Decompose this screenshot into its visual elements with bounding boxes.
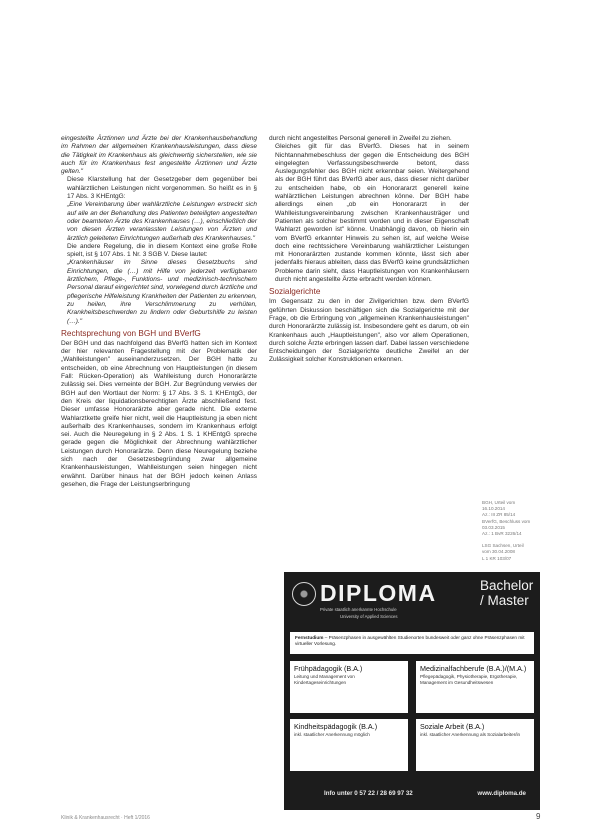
ad-header [284,572,540,630]
course-desc: Leitung und Management von Kindertageseinrichtungen [294,674,355,685]
course-desc: inkl. staatlicher Anerkennung als Sozialarbeiter/in [420,732,521,737]
margin-note-line: BGH, Urteil vom [482,500,516,505]
ad-course-box[interactable] [416,719,534,771]
ad-degree: Bachelor / Master [480,578,534,608]
journal-footer: Klinik & Krankenhausrecht · Heft 1/2016 [61,815,150,821]
margin-note-line: 16.10.2014 [482,506,505,512]
course-title: Medizinalfachberufe (B.A.)/(M.A.) [420,664,527,673]
ad-phone: Info unter 0 57 22 / 28 69 97 32 [324,790,413,797]
ad-course-box[interactable] [416,661,534,713]
advertisement[interactable] [284,572,540,810]
ad-tagline: University of Applied Sciences [340,614,398,619]
right-column [269,135,469,365]
margin-note-line: Az.: 1 BvR 3226/14 [482,531,522,537]
section-heading: Sozialgerichte [269,287,321,297]
paragraph: Im Gegensatz zu den in der Zivilgerichten bzw. dem BVerfG geführten Diskussion beschäftigen sich die Sozialgerichte mit der Frage, ob die Erbringung von „allgemeinen Krankenhausleistungen" durch Honorarärzte zulässig ist. Insbesondere geht es darum, ob ein Krankenhaus auch „Hauptleistungen", also vor allem Operationen, durch solche Ärzte erbringen lassen darf. Dabei lassen verschiedene Entscheidungen der Sozialgerichte deutliche Zweifel an der Zulässigkeit solcher Konstruktionen erkennen. [269,298,469,364]
margin-note-line: BVerfG, Beschluss vom [482,518,531,524]
section-heading: Rechtsprechung von BGH und BVerfG [61,328,201,338]
quote: „Krankenhäuser im Sinne dieses Gesetzbuchs sind Einrichtungen, die (…) mit Hilfe von jederzeit verfügbarem ärztlichem, Pflege-, Funktions- und medizinisch-technischem Personal darauf eingerichtet sind, vorwiegend durch ärztliche und pflegerische Hilfeleistung Krankheiten der Patienten zu erkennen, zu heilen, ihre Verschlimmerung zu verhüten, Krankheitsbeschwerden zu lindern oder Geburtshilfe zu leisten (…)." [67,259,257,325]
diploma-logo-icon [292,582,316,606]
quote: „Eine Vereinbarung über wahlärztliche Leistungen erstreckt sich auf alle an der Behandlung des Patienten beteiligten angestellten oder beamteten Ärzte des Krankenhauses (…), einschließlich der von diesen Ärzten veranlassten Leistungen von Ärzten und ärztlich geleiteten Einrichtungen außerhalb des Krankenhauses." [67,201,257,242]
margin-note [482,500,562,562]
ad-course-box[interactable] [290,661,408,713]
page-number: 9 [536,812,541,821]
margin-note-line: L 1 KR 103/07 [482,555,512,561]
margin-note-line: LSG Sachsen, Urteil [482,543,524,549]
paragraph: Der BGH und das nachfolgend das BVerfG hatten sich im Kontext der hier relevanten Fragestellung mit der Problematik der „Wahlleistungen" auseinanderzusetzen. Der BGH hatte zu entscheiden, ob eine Abrechnung von Hauptleistungen (in diesem Fall: Rücken-Operation) als Wahlleistung durch Honorarärzte zulässig sei. Dies verneinte der BGH. Zur Begründung verwies der BGH auf den Wortlaut der Norm: § 17 Abs. 3 S. 1 KHEntgG, der den Kreis der liquidationsberechtigten Ärzte abschließend fest. Dieser umfasse Honorarärzte aber gerade nicht. Die externe Wahlarztkette greife hier nicht, weil die Hauptleistung ja eben nicht außerhalb des Krankenhauses, sondern im Krankenhaus erfolgt sei. Auch die Neuregelung in § 2 Abs. 1 S. 1 KHEntgG spreche gerade gegen die Möglichkeit der Abrechnung wahlärztlicher Leistungen durch Honorarärzte. Denn diese Neuregelung beziehe sich nach der Gesetzesbegründung zwar allgemeine Krankenhausleistungen, Wahlleistungen seien hingegen nicht erwähnt. Darüber hinaus hat der BGH jedoch keinen Anlass gesehen, die Frage der Leistungserbringung [61,339,257,488]
ad-intro [290,632,534,654]
left-column [61,135,257,489]
paragraph: durch nicht angestelltes Personal generell in Zweifel zu ziehen. [269,135,452,142]
margin-note-line: 03.03.2015 [482,524,505,530]
course-desc: inkl. staatlicher Anerkennung möglich [294,732,370,737]
margin-note-line: Az.: III ZR 85/14 [482,512,516,518]
ad-brand: DIPLOMA [320,580,437,606]
ad-website-link[interactable]: www.diploma.de [477,790,526,797]
course-title: Kindheitspädagogik (B.A.) [294,722,378,731]
paragraph: Gleiches gilt für das BVerfG. Dieses hat in seinem Nichtannahmebeschluss der gegen die Entscheidung des BGH eingelegten Verfassungsbeschwerde betont, dass Auslegungsfehler des BGH nicht erkennbar seien. Weitergehend als der BGH führt das BVerfG aber aus, dass dieser nicht darüber zu entscheiden habe, ob ein Honorararzt generell keine wahlärztlichen Leistungen abrechnen könne. Der BGH habe allerdings einen „ob ein Honorararzt in der Wahlleistungsvereinbarung zwischen Krankenhausträger und Patienten als solcher bestimmt worden und in dieser Eigenschaft Wahlarzt geworden ist" könne. Unabhängig davon, ob hierin ein vom BVerfG erkannter Hinweis zu sehen ist, auf welche Weise doch eine rechtssichere Vereinbarung wahlärztlicher Leistungen mit Honorarärzten zustande kommen könnte, lässt sich aber jedenfalls hieraus ableiten, dass das BVerfG keine grundsätzlichen Probleme darin sieht, dass Hauptleistungen von Krankenhäusern durch nicht angestellte Ärzte erbracht werden können. [275,143,469,284]
ad-tagline: Private staatlich anerkannte Hochschule [320,607,397,612]
paragraph: eingestellte Ärztinnen und Ärzte bei der Krankenhausbehandlung im Rahmen der allgemeinen Krankenhausleistungen, dass diese die Tätigkeit im Krankenhaus als gleichwertig sicherstellen, wie sie auch für im Krankenhaus fest angestellte Ärztinnen und Ärzte gelten." [61,135,257,176]
ad-intro-bold: Fernstudium [295,635,324,640]
ad-intro-text: – Präsenzphasen in ausgewählten Studienorten bundesweit oder ganz ohne Präsenzphasen mit virtueller Vorlesung. [295,635,525,646]
course-desc: Pflegepädagogik, Physiotherapie, Ergotherapie, Management im Gesundheitswesen [420,674,518,685]
ad-footer [290,786,534,802]
paragraph: Die andere Regelung, die in diesem Kontext eine große Rolle spielt, ist § 107 Abs. 1 Nr. 3 SGB V. Diese lautet: [67,242,257,259]
margin-note-line: vom 30.04.2008 [482,549,515,555]
paragraph: Diese Klarstellung hat der Gesetzgeber dem gegenüber bei wahlärztlichen Leistungen nicht vorgenommen. So heißt es in § 17 Abs. 3 KHEntgG: [67,176,257,201]
course-title: Frühpädagogik (B.A.) [294,664,363,673]
ad-course-box[interactable] [290,719,408,771]
course-title: Soziale Arbeit (B.A.) [420,722,485,731]
